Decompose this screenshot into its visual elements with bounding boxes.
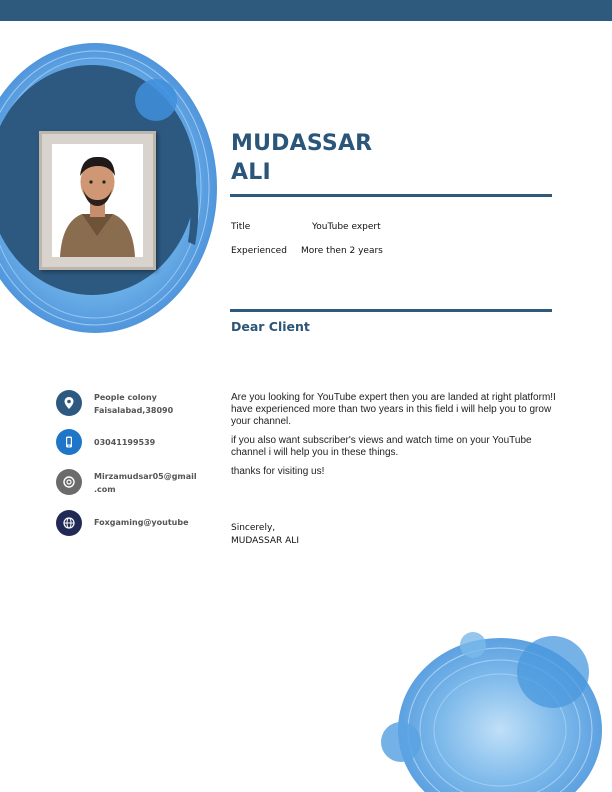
divider-top bbox=[230, 194, 552, 197]
top-banner bbox=[0, 0, 612, 21]
globe-icon bbox=[56, 510, 82, 536]
signature: MUDASSAR ALI bbox=[231, 536, 299, 546]
phone-icon bbox=[56, 429, 82, 455]
letter-paragraph-1: Are you looking for YouTube expert then you are landed at right platform!I have experienced more than two years in this field i will help you to grow your channel. bbox=[231, 392, 556, 427]
person-name bbox=[231, 129, 372, 187]
name-line-2: ALI bbox=[231, 160, 271, 185]
email-icon bbox=[56, 469, 82, 495]
title-value: YouTube expert bbox=[312, 222, 381, 232]
youtube-text: Foxgaming@youtube bbox=[94, 518, 189, 527]
contact-address bbox=[56, 390, 198, 417]
contact-email bbox=[56, 469, 198, 496]
greeting: Dear Client bbox=[231, 319, 310, 334]
experience-label: Experienced bbox=[231, 246, 287, 256]
person-portrait-icon bbox=[52, 144, 143, 257]
address-line-1: People colony bbox=[94, 393, 157, 402]
closing: Sincerely, bbox=[231, 523, 276, 533]
email-text: Mirzamudsar05@gmail.com bbox=[94, 472, 197, 494]
experience-value: More then 2 years bbox=[301, 246, 383, 256]
contact-phone bbox=[56, 429, 198, 455]
address-text bbox=[94, 390, 198, 417]
profile-photo bbox=[52, 144, 143, 257]
address-line-2: Faisalabad,38090 bbox=[94, 406, 174, 415]
letter-paragraph-3: thanks for visiting us! bbox=[231, 466, 325, 477]
title-label: Title bbox=[231, 222, 251, 232]
phone-text: 03041199539 bbox=[94, 438, 156, 447]
decorative-circle-bottom bbox=[370, 620, 612, 792]
divider-middle bbox=[230, 309, 552, 312]
contact-youtube bbox=[56, 510, 198, 536]
profile-photo-frame bbox=[39, 131, 156, 270]
location-pin-icon bbox=[56, 390, 82, 416]
name-line-1: MUDASSAR bbox=[231, 131, 373, 156]
letter-paragraph-2: if you also want subscriber's views and watch time on your YouTube channel i will help you in these things. bbox=[231, 435, 532, 458]
